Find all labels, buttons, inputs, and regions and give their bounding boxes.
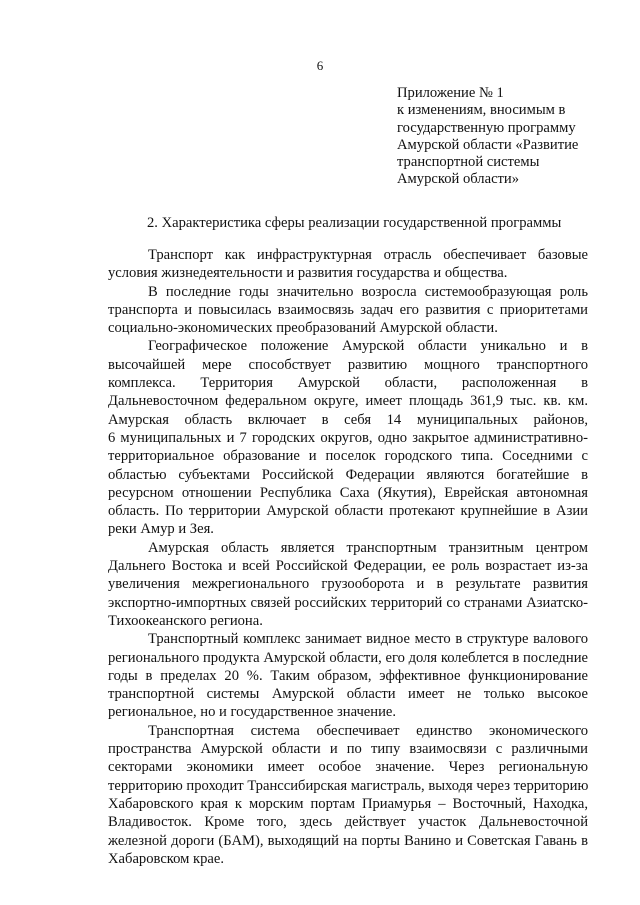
appendix-line: Приложение № 1 bbox=[397, 85, 504, 101]
text-line: Транспорт как инфраструктурная отрасль обеспечивает базовые bbox=[148, 247, 588, 263]
text-line: областью субъектами Российской Федерации являются богатейшие в bbox=[108, 466, 588, 483]
text-line: Тихоокеанского региона. bbox=[108, 612, 263, 629]
text-line: Амурская область включает в себя 14 муниципальных районов, bbox=[108, 411, 588, 428]
appendix-note bbox=[397, 85, 597, 189]
text-line: Дальневосточном федеральном округе, имеет площадь 361,9 тыс. кв. км. bbox=[108, 393, 588, 410]
section-heading: 2. Характеристика сферы реализации государственной программы bbox=[147, 215, 562, 231]
text-line: В последние годы значительно возросла системообразующая роль bbox=[148, 283, 588, 300]
text-line: область. По территории Амурской области протекают крупнейшие в Азии bbox=[108, 503, 588, 520]
text-line: территориальное образование и поселок городского типа. Соседними с bbox=[108, 448, 588, 465]
text-line: Географическое положение Амурской области уникально и в bbox=[148, 338, 588, 355]
paragraph bbox=[108, 337, 588, 538]
appendix-line: Амурской области» bbox=[397, 171, 520, 188]
text-line: Владивосток. Кроме того, здесь действует участок Дальневосточной bbox=[108, 814, 588, 831]
paragraph bbox=[108, 539, 588, 630]
text-line: Амурская область является транспортным транзитным центром bbox=[148, 539, 588, 556]
text-line: социально-экономических преобразований Амурской области. bbox=[108, 320, 498, 337]
text-line: секторами экономики имеет особое значение. Через региональную bbox=[108, 759, 588, 776]
appendix-line: Амурской области «Развитие bbox=[397, 136, 579, 153]
text-line: железной дороги (БАМ), выходящий на порты Ванино и Советская Гавань в bbox=[108, 832, 588, 849]
text-line: территорию проходит Транссибирская магистраль, выходя через территорию bbox=[108, 777, 589, 794]
text-line: комплекса. Территория Амурской области, расположенная в bbox=[108, 375, 588, 392]
paragraph bbox=[108, 630, 588, 721]
appendix-line: транспортной системы bbox=[397, 154, 540, 171]
text-line: экспортно-импортных связей российских территорий со странами Азиатско- bbox=[108, 594, 588, 611]
paragraph bbox=[108, 722, 588, 868]
text-line: Транспортная система обеспечивает единство экономического bbox=[148, 722, 588, 739]
page-number: 6 bbox=[316, 58, 324, 73]
text-line: Хабаровского края к морским портам Приамурья – Восточный, Находка, bbox=[108, 795, 588, 812]
text-line: ресурсном отношении Республика Саха (Якутия), Еврейская автономная bbox=[108, 484, 588, 501]
text-line: пространства Амурской области и по типу взаимосвязи с различными bbox=[108, 741, 588, 758]
paragraph bbox=[108, 283, 588, 338]
text-line: высочайшей мере способствует развитию мощного транспортного bbox=[108, 356, 588, 373]
text-line: Транспортный комплекс занимает видное место в структуре валового bbox=[148, 631, 588, 648]
text-line: реки Амур и Зея. bbox=[108, 521, 214, 538]
text-line: транспортной системы Амурской области имеет не только высокое bbox=[108, 686, 588, 703]
text-line: Дальнего Востока и всей Российской Федерации, ее роль возрастает из-за bbox=[108, 558, 588, 575]
text-line: региональное, но и государственное значение. bbox=[108, 704, 397, 721]
text-line: Хабаровском крае. bbox=[108, 850, 225, 867]
text-line: регионального продукта Амурской области, его доля колеблется в последние bbox=[108, 649, 588, 666]
text-line: транспорта и повысилась взаимосвязь задач его развития с приоритетами bbox=[108, 301, 588, 318]
appendix-line: к изменениям, вносимым в bbox=[397, 102, 566, 119]
body-text bbox=[108, 246, 588, 868]
text-line: условия жизнедеятельности и развития государства и общества. bbox=[108, 265, 508, 282]
text-line: увеличения межрегионального грузооборота и в результате развития bbox=[108, 576, 588, 593]
text-line: годы в пределах 20 %. Таким образом, эффективное функционирование bbox=[108, 667, 588, 684]
paragraph bbox=[108, 246, 588, 283]
appendix-line: государственную программу bbox=[397, 119, 576, 136]
text-line: 6 муниципальных и 7 городских округов, одно закрытое административно- bbox=[108, 429, 588, 446]
